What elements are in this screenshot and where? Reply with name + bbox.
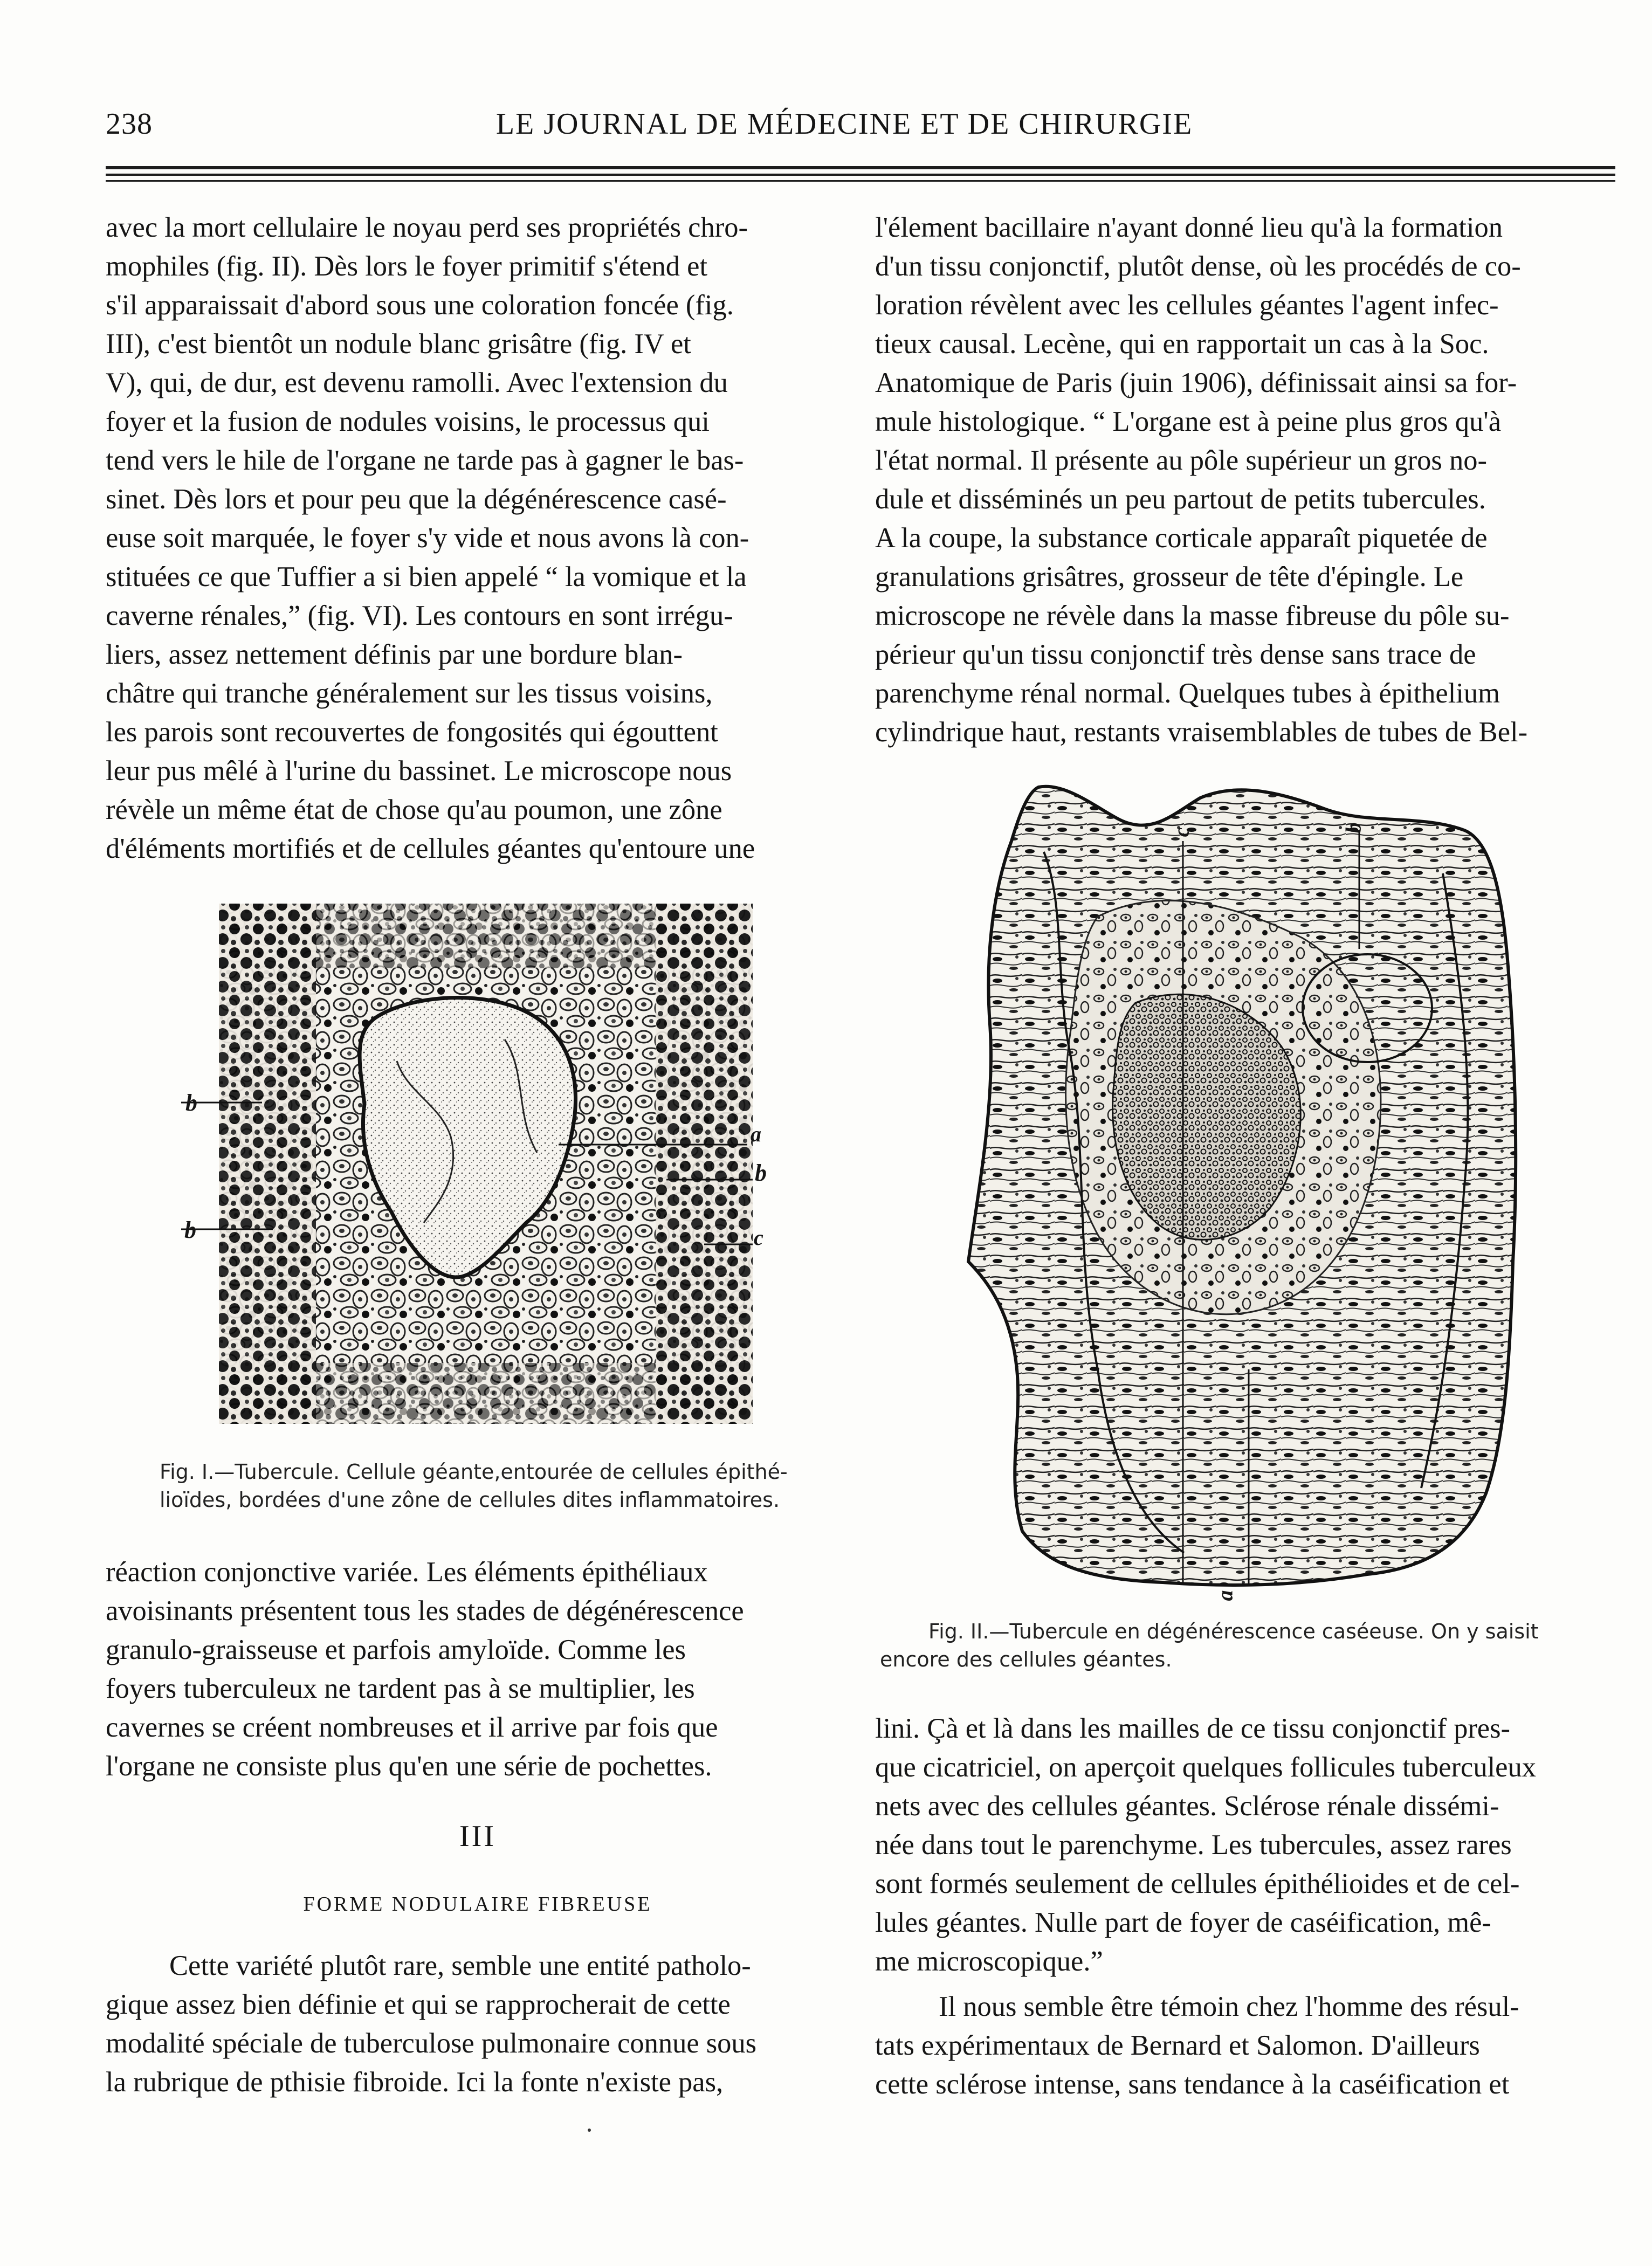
caption-line: Fig. I.—Tubercule. Cellule géante,entourée de cellules épithé- [160,1460,788,1484]
text-line: tieux causal. Lecène, qui en rapportait un cas à la Soc. [875,328,1489,360]
text-line: Cette variété plutôt rare, semble une entité patholo- [169,1950,751,1981]
header-rule [106,174,1615,176]
page-number: 238 [106,107,153,141]
text-line: loration révèlent avec les cellules géantes l'agent infec- [875,290,1499,321]
page-header [106,107,1615,144]
text-line: cylindrique haut, restants vraisemblables de tubes de Bel- [875,717,1528,748]
text-line: Anatomique de Paris (juin 1906), définissait ainsi sa for- [875,367,1517,398]
right-paragraph-3 [875,1987,1652,2104]
text-line: leur pus mêlé à l'urine du bassinet. Le microscope nous [106,755,732,787]
print-speck [588,2129,591,2132]
figure-label: c [754,1225,763,1250]
text-line: mophiles (fig. II). Dès lors le foyer primitif s'étend et [106,251,708,282]
left-paragraph-3 [106,1946,850,2102]
text-line: lules géantes. Nulle part de foyer de caséification, mê- [875,1907,1491,1938]
text-line: granulo-graisseuse et parfois amyloïde. Comme les [106,1634,686,1665]
right-paragraph-1 [875,208,1652,752]
text-line: granulations grisâtres, grosseur de tête d'épingle. Le [875,561,1464,593]
text-line: A la coupe, la substance corticale apparaît piquetée de [875,522,1488,554]
figure-label: b [1341,822,1366,834]
text-line: réaction conjonctive variée. Les éléments épithéliaux [106,1556,708,1588]
text-line: les parois sont recouvertes de fongosités qui égouttent [106,717,718,748]
left-paragraph-1 [106,208,850,868]
figure-label: a [751,1122,761,1146]
text-line: que cicatriciel, on aperçoit quelques follicules tuberculeux [875,1752,1536,1783]
text-line: la rubrique de pthisie fibroide. Ici la fonte n'existe pas, [106,2067,724,2098]
text-line: Il nous semble être témoin chez l'homme des résul- [939,1991,1519,2022]
text-line: l'organe ne consiste plus qu'en une série de pochettes. [106,1751,712,1782]
text-line: microscope ne révèle dans la masse fibreuse du pôle su- [875,600,1510,631]
text-line: sont formés seulement de cellules épithélioides et de cel- [875,1868,1520,1899]
figure-1-drawing [181,899,785,1433]
figure-label: a [1213,1590,1237,1601]
text-line: châtre qui tranche généralement sur les tissus voisins, [106,678,713,709]
text-line: V), qui, de dur, est devenu ramolli. Avec l'extension du [106,367,728,398]
text-line: tats expérimentaux de Bernard et Salomon. D'ailleurs [875,2030,1480,2061]
text-line: s'il apparaissait d'abord sous une coloration foncée (fig. [106,290,734,321]
text-line: tend vers le hile de l'organe ne tarde pas à gagner le bas- [106,445,744,476]
figure-label: b [184,1217,196,1243]
text-line: dule et disséminés un peu partout de petits tubercules. [875,484,1486,515]
text-line: d'éléments mortifiés et de cellules géantes qu'entoure une [106,833,755,864]
text-line: euse soit marquée, le foyer s'y vide et nous avons là con- [106,522,749,554]
figure-2-drawing [958,776,1524,1617]
text-line: parenchyme rénal normal. Quelques tubes à épithelium [875,678,1500,709]
figure-label: c [1169,827,1194,837]
text-line: l'état normal. Il présente au pôle supérieur un gros no- [875,445,1487,476]
text-line: mule histologique. “ L'organe est à peine plus gros qu'à [875,406,1502,437]
text-line: lini. Çà et là dans les mailles de ce tissu conjonctif pres- [875,1713,1511,1744]
header-rule [106,166,1615,169]
text-line: foyers tuberculeux ne tardent pas à se multiplier, les [106,1673,695,1704]
text-line: caverne rénales,” (fig. VI). Les contours en sont irrégu- [106,600,733,631]
text-line: gique assez bien définie et qui se rapprocherait de cette [106,1989,731,2020]
figure-1-illustration [181,899,785,1433]
caption-line: lioïdes, bordées d'une zône de cellules dites inflammatoires. [160,1488,780,1512]
header-rule [106,180,1615,182]
figure-2-illustration [958,776,1524,1617]
text-line: nets avec des cellules géantes. Sclérose rénale dissémi- [875,1790,1499,1822]
text-line: stituées ce que Tuffier a si bien appelé “ la vomique et la [106,561,747,593]
figure-label: b [185,1090,197,1116]
figure-2-caption [880,1617,1646,1673]
running-title: LE JOURNAL DE MÉDECINE ET DE CHIRURGIE [495,107,1193,141]
caption-line: Fig. II.—Tubercule en dégénérescence caséeuse. On y saisit [928,1620,1539,1643]
figure-1-caption [160,1458,839,1514]
text-line: foyer et la fusion de nodules voisins, le processus qui [106,406,710,437]
text-line: périeur qu'un tissu conjonctif très dense sans trace de [875,639,1476,670]
figure-label: b [755,1160,767,1186]
text-line: sinet. Dès lors et pour peu que la dégénérescence casé- [106,484,727,515]
text-line: liers, assez nettement définis par une bordure blan- [106,639,683,670]
text-line: me microscopique.” [875,1946,1103,1977]
section-number: III [459,1820,496,1853]
caption-line: encore des cellules géantes. [880,1648,1172,1671]
text-line: d'un tissu conjonctif, plutôt dense, où les procédés de co- [875,251,1521,282]
left-paragraph-2 [106,1553,850,1786]
text-line: modalité spéciale de tuberculose pulmonaire connue sous [106,2028,757,2059]
text-line: cette sclérose intense, sans tendance à la caséification et [875,2069,1510,2100]
text-line: cavernes se créent nombreuses et il arrive par fois que [106,1712,718,1743]
text-line: avoisinants présentent tous les stades de dégénérescence [106,1595,744,1627]
text-line: avec la mort cellulaire le noyau perd ses propriétés chro- [106,212,748,243]
right-paragraph-2 [875,1709,1652,1981]
text-line: III), c'est bientôt un nodule blanc grisâtre (fig. IV et [106,328,691,360]
text-line: révèle un même état de chose qu'au poumon, une zône [106,794,722,825]
text-line: née dans tout le parenchyme. Les tubercules, assez rares [875,1829,1512,1861]
text-line: l'élement bacillaire n'ayant donné lieu qu'à la formation [875,212,1503,243]
section-title: FORME NODULAIRE FIBREUSE [303,1893,652,1916]
